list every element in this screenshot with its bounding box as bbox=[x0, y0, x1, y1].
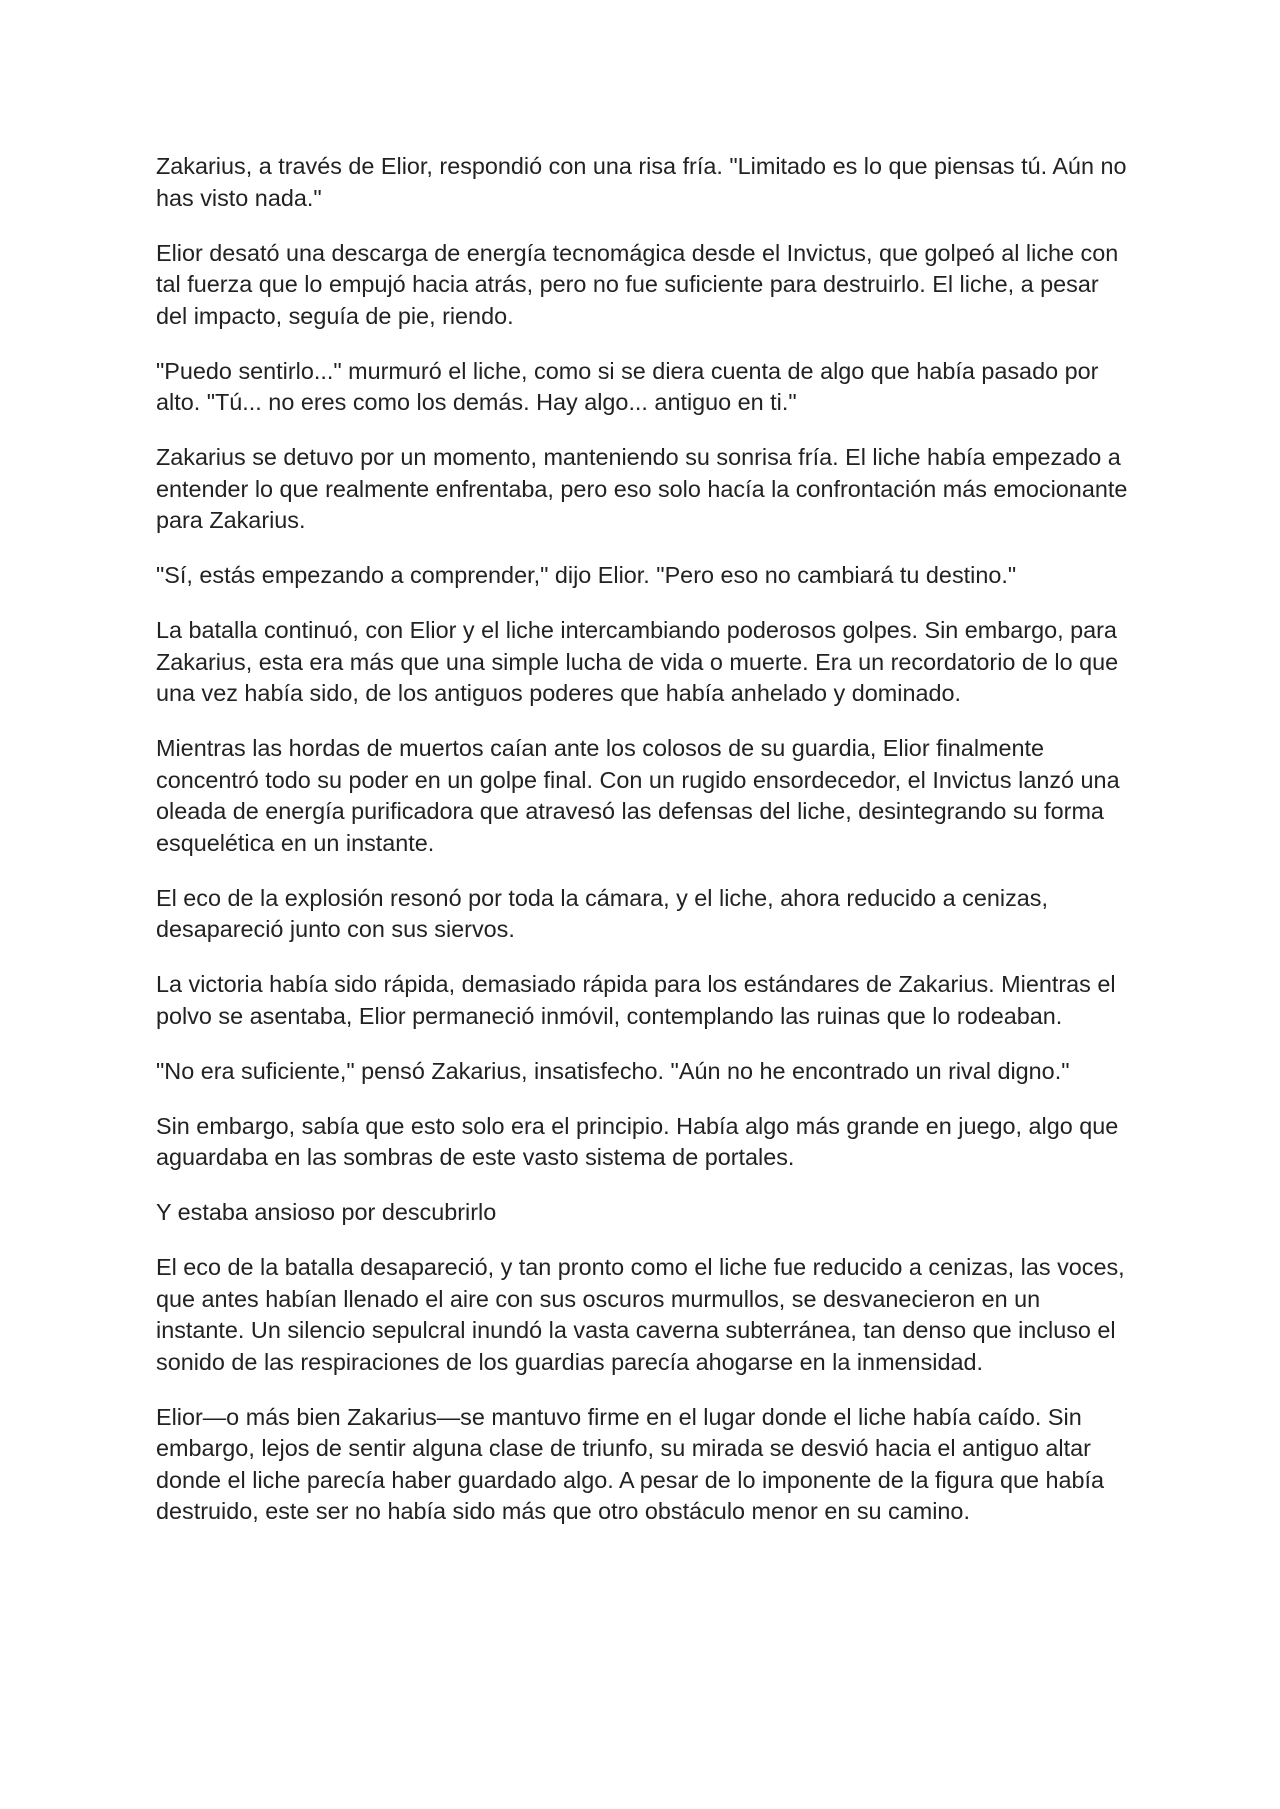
paragraph-11: Sin embargo, sabía que esto solo era el principio. Había algo más grande en juego, algo que aguardaba en las sombras de este vasto sistema de portales. bbox=[156, 1112, 1119, 1170]
paragraph-8: El eco de la explosión resonó por toda la cámara, y el liche, ahora reducido a cenizas, desapareció junto con sus siervos. bbox=[156, 884, 1048, 942]
paragraph-4: Zakarius se detuvo por un momento, manteniendo su sonrisa fría. El liche había empezado a entender lo que realmente enfrentaba, pero eso solo hacía la confrontación más emocionante para Zakarius. bbox=[156, 444, 1128, 533]
paragraph-2: Elior desató una descarga de energía tecnomágica desde el Invictus, que golpeó al liche con tal fuerza que lo empujó hacia atrás, pero no fue suficiente para destruirlo. El liche, a pesar del impacto, seguía de pie, riendo. bbox=[156, 239, 1119, 329]
paragraph-7: Mientras las hordas de muertos caían ante los colosos de su guardia, Elior finalmente concentró todo su poder en un golpe final. Con un rugido ensordecedor, el Invictus lanzó una oleada de energía purificadora que atravesó las defensas del liche, desintegrando su forma esquelética en un instante. bbox=[156, 735, 1120, 856]
paragraph-13: El eco de la batalla desapareció, y tan pronto como el liche fue reducido a cenizas, las voces, que antes habían llenado el aire con sus oscuros murmullos, se desvanecieron en un instante. Un silencio sepulcral inundó la vasta caverna subterránea, tan denso que incluso el sonido de las respiraciones de los guardias parecía ahogarse en la inmensidad. bbox=[156, 1254, 1125, 1375]
paragraph-1: Zakarius, a través de Elior, respondió con una risa fría. "Limitado es lo que piensas tú. Aún no has visto nada." bbox=[156, 153, 1127, 211]
paragraph-14: Elior—o más bien Zakarius—se mantuvo firme en el lugar donde el liche había caído. Sin embargo, lejos de sentir alguna clase de triunfo, su mirada se desvió hacia el antiguo altar donde el liche parecía haber guardado algo. A pesar de lo imponente de la figura que había destruido, este ser no había sido más que otro obstáculo menor en su camino. bbox=[156, 1403, 1105, 1524]
paragraph-6: La batalla continuó, con Elior y el liche intercambiando poderosos golpes. Sin embargo, para Zakarius, esta era más que una simple lucha de vida o muerte. Era un recordatorio de lo que una vez había sido, de los antiguos poderes que había anhelado y dominado. bbox=[156, 617, 1119, 706]
paragraph-5: "Sí, estás empezando a comprender," dijo Elior. "Pero eso no cambiará tu destino." bbox=[156, 562, 1017, 588]
paragraph-9: La victoria había sido rápida, demasiado rápida para los estándares de Zakarius. Mientras el polvo se asentaba, Elior permaneció inmóvil, contemplando las ruinas que lo rodeaban. bbox=[156, 971, 1116, 1029]
paragraph-10: "No era suficiente," pensó Zakarius, insatisfecho. "Aún no he encontrado un rival digno." bbox=[156, 1057, 1070, 1084]
paragraph-12: Y estaba ansioso por descubrirlo bbox=[156, 1199, 497, 1225]
document-body bbox=[156, 151, 1134, 1551]
paragraph-3: "Puedo sentirlo..." murmuró el liche, como si se diera cuenta de algo que había pasado por alto. "Tú... no eres como los demás. Hay algo... antiguo en ti." bbox=[156, 357, 1099, 415]
